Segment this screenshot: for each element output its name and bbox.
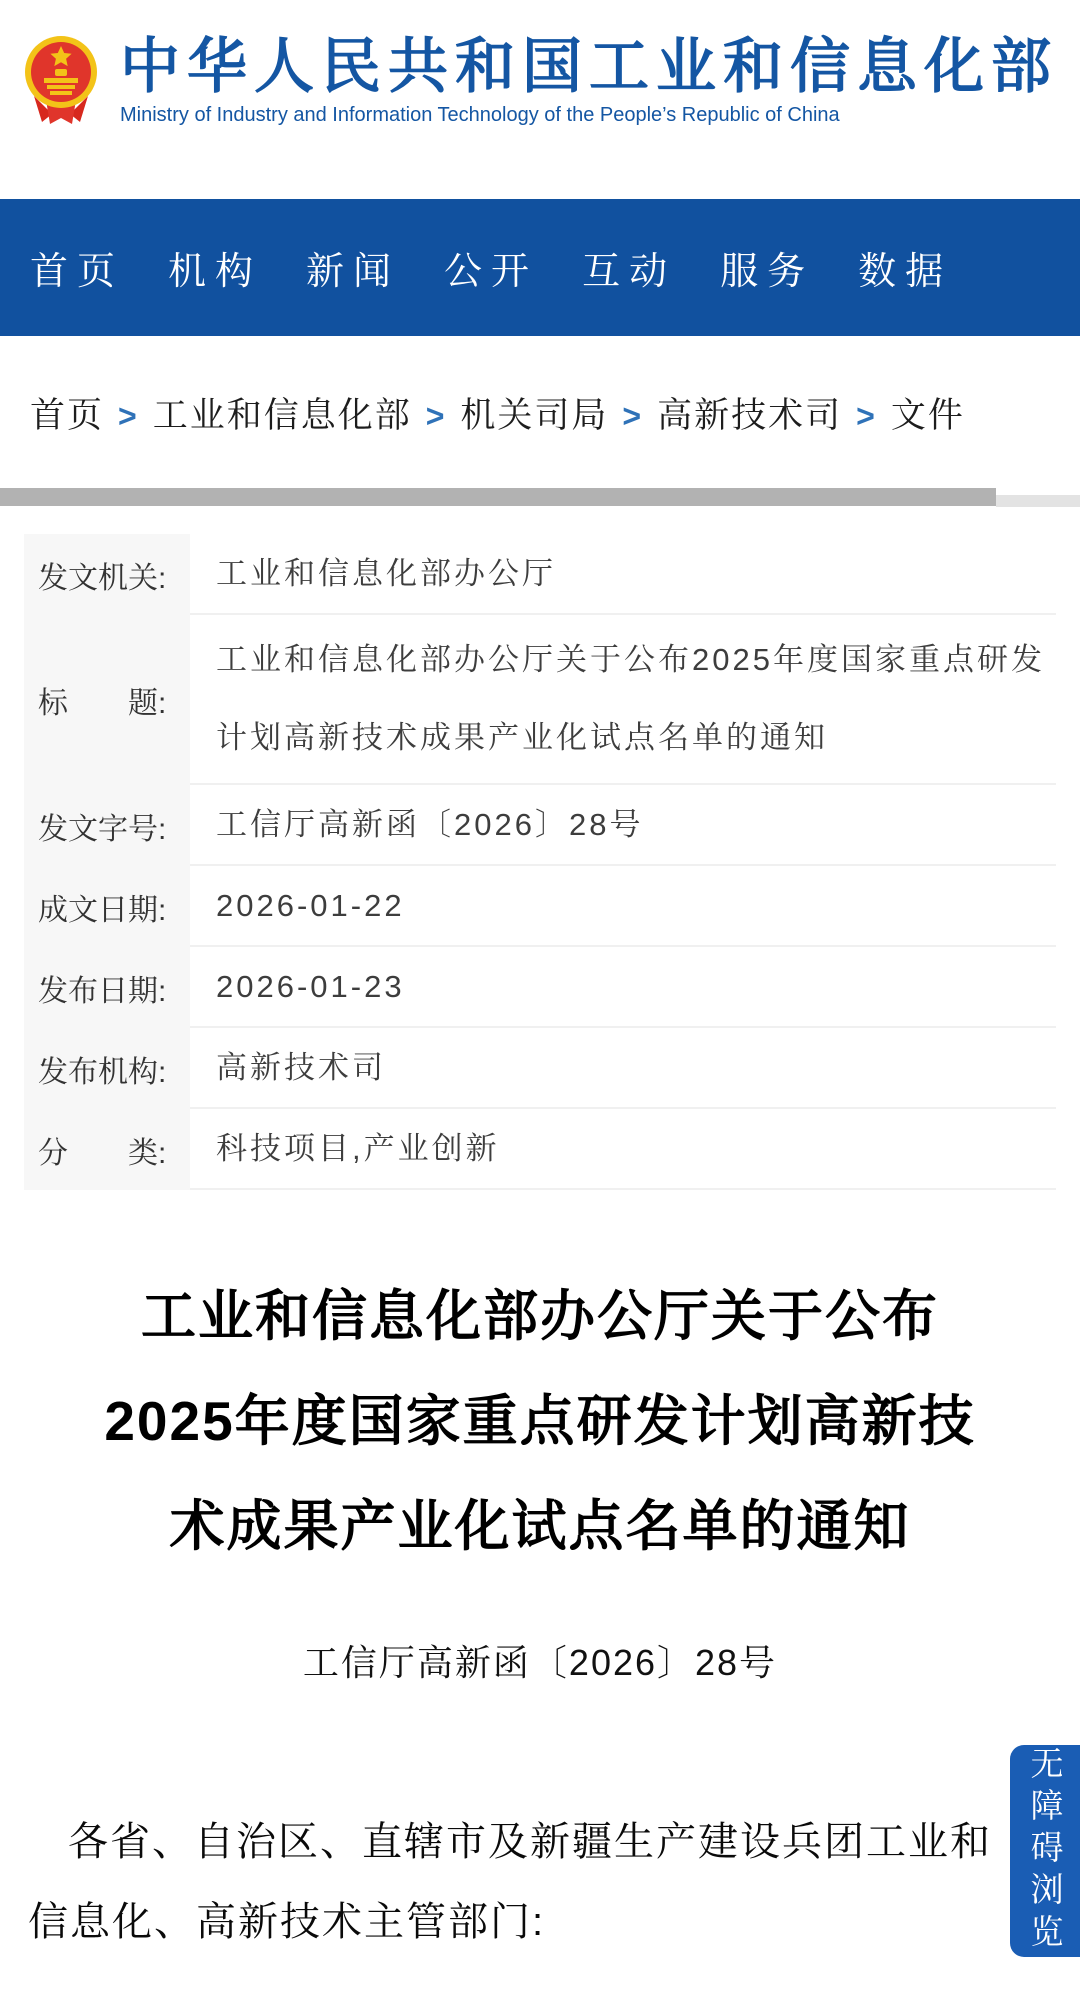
meta-label: 发文字号: — [24, 785, 190, 866]
document-title-line1: 工业和信息化部办公厅关于公布 — [140, 1285, 939, 1347]
divider-bar-light — [996, 495, 1080, 507]
meta-label: 发布日期: — [24, 947, 190, 1028]
document-title — [50, 1264, 1030, 1579]
nav-item-home[interactable]: 首页 — [30, 251, 125, 293]
national-emblem-icon — [24, 34, 98, 124]
meta-label: 发布机构: — [24, 1028, 190, 1109]
site-title: 中华人民共和国工业和信息化部 — [120, 33, 1058, 100]
meta-value: 2026-01-23 — [190, 947, 1056, 1028]
meta-label: 发文机关: — [24, 534, 190, 615]
meta-label: 标 题: — [24, 615, 190, 785]
meta-value: 工信厅高新函〔2026〕28号 — [190, 785, 1056, 866]
breadcrumb — [0, 336, 1080, 488]
breadcrumb-separator-icon: > — [856, 398, 877, 434]
main-nav — [0, 199, 1080, 336]
meta-value: 工业和信息化部办公厅 — [190, 534, 1056, 615]
site-subtitle-en: Ministry of Industry and Information Technology of the People’s Republic of China — [120, 104, 840, 126]
meta-row-category — [24, 1109, 1056, 1190]
divider-bar — [0, 488, 996, 506]
document-number: 工信厅高新函〔2026〕28号 — [302, 1642, 778, 1683]
brand-text — [120, 34, 1058, 127]
breadcrumb-documents[interactable]: 文件 — [890, 396, 965, 435]
nav-item-news[interactable]: 新闻 — [306, 251, 401, 293]
breadcrumb-home[interactable]: 首页 — [30, 396, 105, 435]
section-divider — [0, 488, 1080, 510]
breadcrumb-hightech-dept[interactable]: 高新技术司 — [657, 396, 843, 435]
site-header — [0, 0, 1080, 127]
meta-row-publish-date — [24, 947, 1056, 1028]
meta-row-doc-number — [24, 785, 1056, 866]
document-body-opening: 各省、自治区、直辖市及新疆生产建设兵团工业和信息化、高新技术主管部门: — [28, 1820, 992, 1944]
breadcrumb-departments[interactable]: 机关司局 — [460, 396, 609, 435]
breadcrumb-miit[interactable]: 工业和信息化部 — [152, 396, 412, 435]
accessibility-browse-button[interactable]: 无障碍浏览 — [1010, 1745, 1080, 1957]
meta-label: 成文日期: — [24, 866, 190, 947]
meta-value: 工业和信息化部办公厅关于公布2025年度国家重点研发计划高新技术成果产业化试点名单的通知 — [190, 615, 1056, 785]
breadcrumb-separator-icon: > — [425, 398, 447, 434]
meta-label: 分 类: — [24, 1109, 190, 1190]
nav-item-data[interactable]: 数据 — [858, 251, 953, 293]
nav-item-services[interactable]: 服务 — [720, 251, 815, 293]
meta-row-written-date — [24, 866, 1056, 947]
meta-table — [24, 534, 1056, 1190]
meta-row-publish-org — [24, 1028, 1056, 1109]
nav-item-interaction[interactable]: 互动 — [582, 251, 677, 293]
breadcrumb-separator-icon: > — [622, 398, 644, 434]
meta-value: 2026-01-22 — [190, 866, 1056, 947]
document-title-line2: 2025年度国家重点研发计划高新技 — [104, 1390, 976, 1452]
nav-item-disclosure[interactable]: 公开 — [444, 251, 539, 293]
breadcrumb-separator-icon: > — [118, 398, 139, 434]
meta-row-issuing-agency — [24, 534, 1056, 615]
meta-value: 高新技术司 — [190, 1028, 1056, 1109]
nav-item-organization[interactable]: 机构 — [168, 251, 263, 293]
document-title-line3: 术成果产业化试点名单的通知 — [169, 1495, 911, 1557]
meta-row-title — [24, 615, 1056, 785]
meta-value: 科技项目,产业创新 — [190, 1109, 1056, 1190]
